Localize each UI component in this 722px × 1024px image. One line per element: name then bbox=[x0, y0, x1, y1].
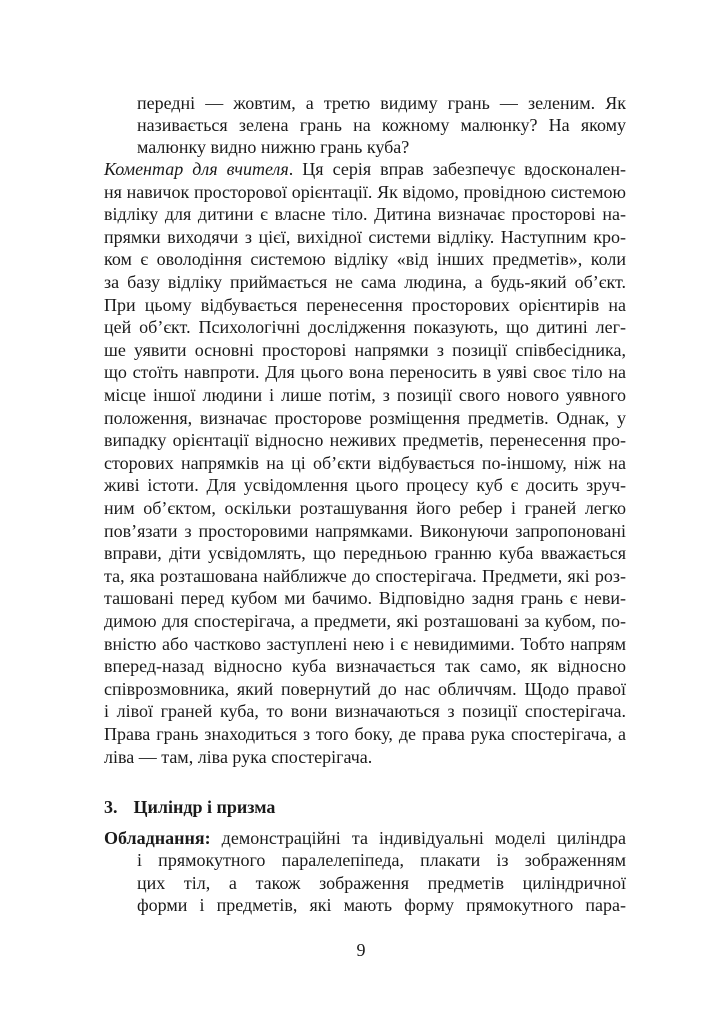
comment-line: випадку орієнтації відносно неживих предметів, перенесення про- bbox=[104, 430, 626, 451]
comment-line: за базу відліку приймається не сама людина, а будь-який об’єкт. bbox=[104, 272, 626, 292]
comment-line: вправи, діти усвідомлять, що передньою гранню куба вважається bbox=[104, 543, 626, 564]
comment-line: ташовані перед кубом ми бачимо. Відповідно задня грань є неви- bbox=[104, 588, 626, 609]
comment-line: співрозмовника, який повернутий до нас обличчям. Щодо правої bbox=[104, 678, 626, 699]
section-heading bbox=[104, 796, 404, 818]
comment-first-line bbox=[104, 158, 626, 180]
equipment-first-line bbox=[104, 827, 626, 849]
comment-line: ком є оволодіння системою відліку «від інших предметів», коли bbox=[104, 249, 626, 270]
comment-line: ним об’єктом, оскільки розташування його ребер і граней легко bbox=[104, 498, 626, 518]
comment-line: Права грань знаходиться з того боку, де права рука спостерігача, а bbox=[104, 724, 626, 744]
comment-line: вністю або частково заступлені нею і є невидимими. Тобто напрям bbox=[104, 633, 626, 654]
comment-line: пов’язати з просторовими напрямками. Виконуючи запропоновані bbox=[104, 520, 626, 541]
intro-line: називається зелена грань на кожному малюнку? На якому bbox=[137, 115, 626, 136]
comment-line: ше уявити основні просторові напрямки з позиції співбесідника, bbox=[104, 339, 626, 360]
equipment-line: цих тіл, а також зображення предметів циліндричної bbox=[137, 872, 626, 893]
comment-line: прямки виходячи з цієї, вихідної системи відліку. Наступним кро- bbox=[104, 226, 626, 247]
intro-line: малюнку видно нижню грань куба? bbox=[137, 137, 410, 158]
comment-line: відліку для дитини є власне тіло. Дитина визначає просторові на- bbox=[104, 204, 626, 225]
intro-line: передні — жовтим, а третю видиму грань — зеленим. Як bbox=[137, 93, 626, 113]
equipment-text: демонстраційні та індивідуальні моделі циліндра bbox=[210, 828, 626, 848]
comment-line: ня навичок просторової орієнтації. Як відомо, провідною системою bbox=[104, 181, 626, 202]
comment-line: що стоїть навпроти. Для цього вона переносить в уяві своє тіло на bbox=[104, 362, 626, 383]
comment-line: положення, визначає просторове розміщення предметів. Однак, у bbox=[104, 407, 626, 428]
comment-line: ліва — там, ліва рука спостерігача. bbox=[104, 746, 373, 767]
equipment-line: і прямокутного паралелепіпеда, плакати із зображенням bbox=[137, 850, 626, 871]
comment-text: . Ця серія вправ забезпечує вдосконален- bbox=[288, 159, 626, 179]
comment-line: і лівої граней куба, то вони визначаються з позиції спостерігача. bbox=[104, 701, 626, 722]
comment-line: та, яка розташована найближче до спостерігача. Предмети, які роз- bbox=[104, 565, 626, 586]
comment-line: При цьому відбувається перенесення просторових орієнтирів на bbox=[104, 294, 626, 315]
section-title: Циліндр і призма bbox=[133, 797, 276, 817]
equipment-label: Обладнання: bbox=[104, 828, 211, 848]
page-number: 9 bbox=[356, 940, 366, 960]
section-number: 3. bbox=[104, 797, 118, 817]
comment-line: місце іншої людини і лише потім, з позиції свого нового уявного bbox=[104, 385, 626, 405]
comment-line: цей об’єкт. Психологічні дослідження показують, що дитині лег- bbox=[104, 317, 626, 338]
comment-line: сторових напрямків на ці об’єкти відбувається по-іншому, ніж на bbox=[104, 452, 626, 473]
equipment-line: форми і предметів, які мають форму прямокутного пара- bbox=[137, 895, 626, 916]
comment-line: вперед-назад відносно куба визначається так само, як відносно bbox=[104, 656, 626, 677]
comment-line: живі істоти. Для усвідомлення цього процесу куб є досить зруч- bbox=[104, 475, 626, 496]
comment-line: димою для спостерігача, а предмети, які розташовані за кубом, по- bbox=[104, 611, 626, 631]
comment-label: Коментар для вчителя bbox=[104, 159, 289, 179]
